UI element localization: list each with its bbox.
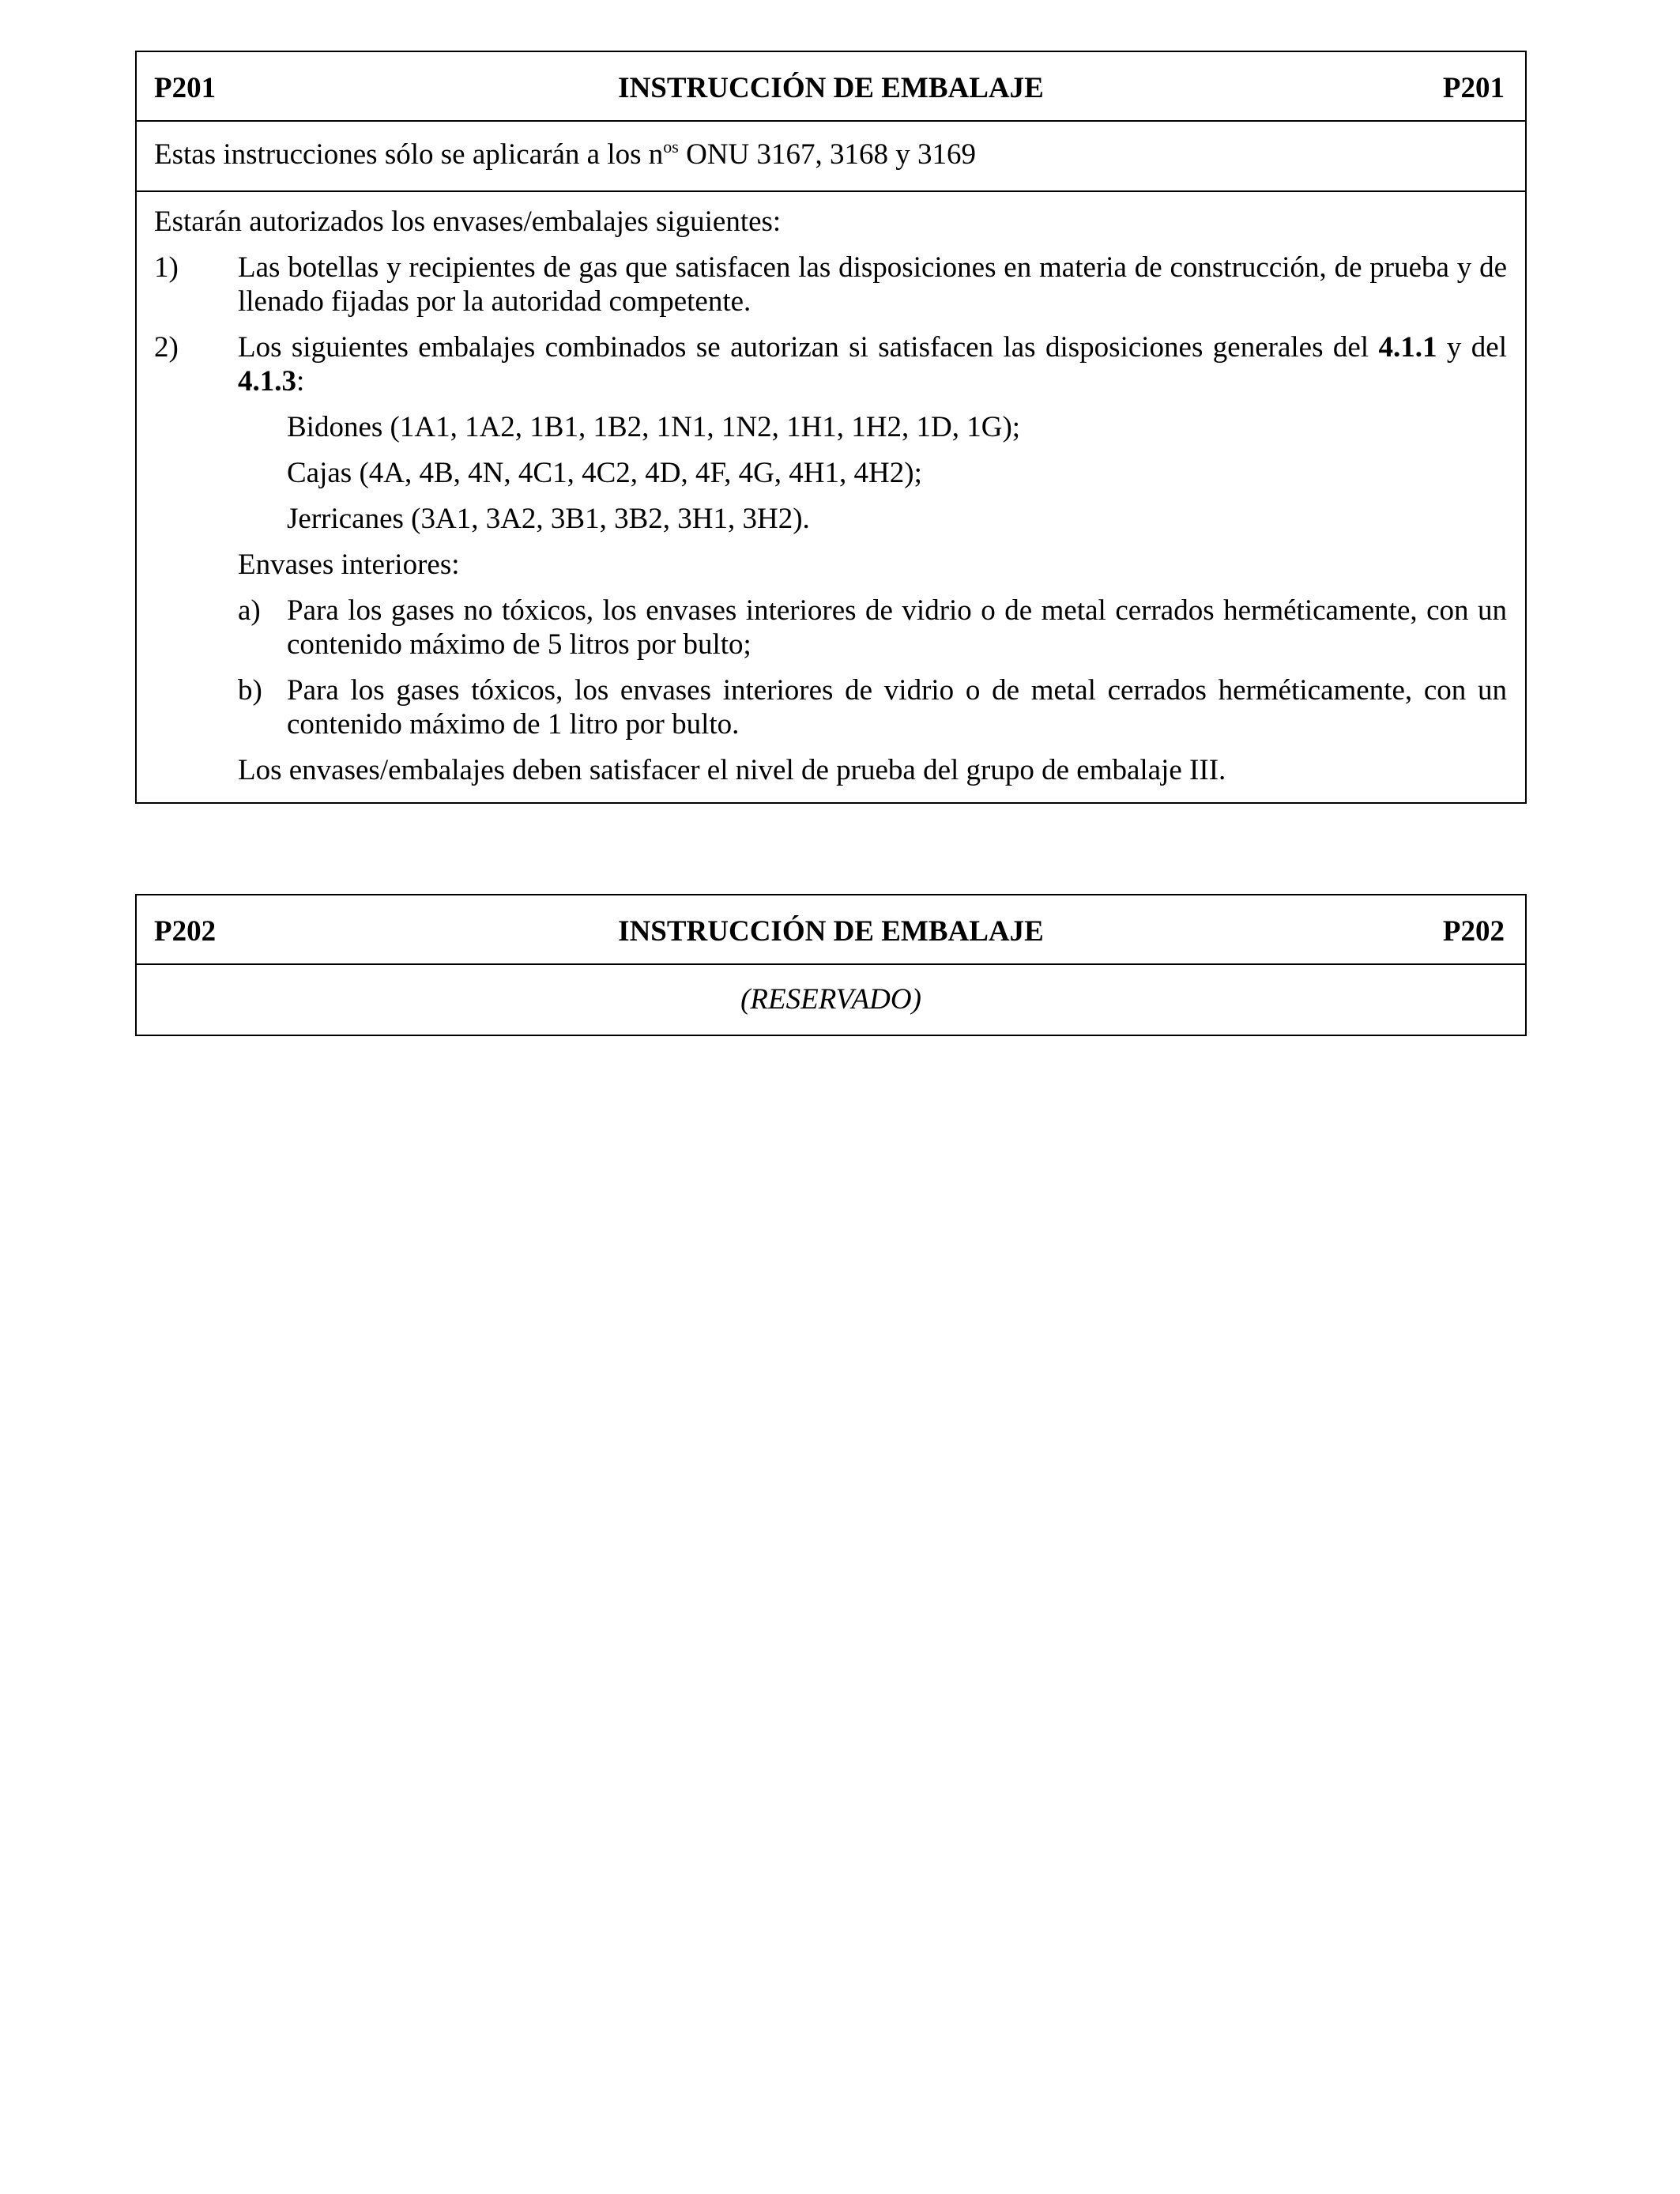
p201-closing: Los envases/embalajes deben satisfacer el nivel de prueba del grupo de embalaje III. [238,754,1226,786]
p201-scope-sup: os [663,137,679,156]
p201-inner-heading: Envases interiores: [238,548,460,581]
p201-code-right: P201 [1442,72,1505,104]
p201-inner-b [238,673,1507,741]
p201-item-1-text: Las botellas y recipientes de gas que satisfacen las disposiciones en materia de construcción, de prueba y de llenado fijadas por la autoridad competente. [238,251,1507,318]
p202-reserved-text: (RESERVADO) [740,983,921,1016]
p201-code-left: P201 [154,72,217,104]
p202-header-row [137,895,1525,965]
p201-inner-b-text: Para los gases tóxicos, los envases interiores de vidrio o de metal cerrados herméticamente, con un contenido máximo de 1 litro por bulto. [287,674,1507,741]
p201-item-2 [154,330,1507,398]
p201-intro: Estarán autorizados los envases/embalajes siguientes: [154,205,782,238]
p201-outer-bidones: Bidones (1A1, 1A2, 1B1, 1B2, 1N1, 1N2, 1H1, 1H2, 1D, 1G); [287,411,1021,443]
p201-inner-a [238,594,1507,662]
p201-item-1 [154,251,1507,319]
p201-item-1-number: 1) [154,251,179,284]
p201-outer-jerricanes: Jerricanes (3A1, 3A2, 3B1, 3B2, 3H1, 3H2). [287,503,810,535]
packing-instruction-p202 [135,894,1527,1036]
p201-inner-a-text: Para los gases no tóxicos, los envases interiores de vidrio o de metal cerrados herméticamente, con un contenido máximo de 5 litros por bulto; [287,594,1507,661]
p201-item-2-pre: Los siguientes embalajes combinados se autorizan si satisfacen las disposiciones generales del [238,331,1379,364]
packing-instruction-p201 [135,51,1527,804]
p201-scope-suffix: ONU 3167, 3168 y 3169 [678,138,976,171]
p201-outer-cajas: Cajas (4A, 4B, 4N, 4C1, 4C2, 4D, 4F, 4G, 4H1, 4H2); [287,457,922,489]
p201-inner-b-label: b) [238,674,262,707]
p201-item-2-ref-411: 4.1.1 [1378,331,1437,364]
p201-item-2-number: 2) [154,331,179,364]
p202-code-left: P202 [154,915,217,948]
p202-reserved-row [137,965,1525,1035]
p201-header-row [137,52,1525,122]
p201-scope-row [137,122,1525,192]
p201-scope-prefix: Estas instrucciones sólo se aplicarán a los n [154,138,664,171]
p201-body-row [137,192,1525,802]
p201-item-2-text [238,330,1507,398]
p201-item-2-mid: y del [1437,331,1507,364]
p202-title: INSTRUCCIÓN DE EMBALAJE [618,915,1044,948]
p201-title: INSTRUCCIÓN DE EMBALAJE [618,72,1044,104]
p201-item-2-ref-413: 4.1.3 [238,365,296,398]
p201-inner-a-label: a) [238,594,261,627]
p202-code-right: P202 [1442,915,1505,948]
p201-item-2-post: : [296,365,305,398]
